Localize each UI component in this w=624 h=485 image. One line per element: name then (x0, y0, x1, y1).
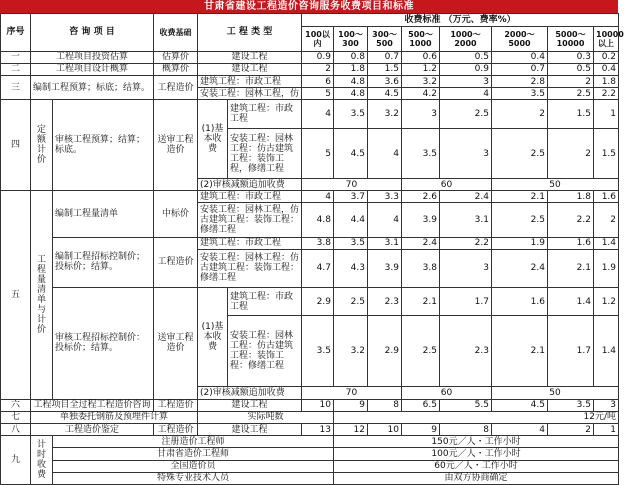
rate-cell: 5 (302, 88, 334, 100)
row-subgroup: 工程量清单与计价 (31, 191, 53, 399)
rate-cell: 3.1 (368, 237, 402, 249)
row-base: 送审工程造价 (154, 287, 198, 399)
row-type: 建筑工程：市政工程 (228, 100, 302, 129)
rate-cell: 3.5 (492, 88, 548, 100)
rate-cell: 2.4 (492, 250, 548, 288)
rate-cell: 3.2 (334, 316, 368, 387)
rate-cell: 8 (368, 399, 402, 411)
row-subgroup: 定额计价 (31, 100, 53, 191)
row-item: 审核工程招标控制价：投标价；结算。 (53, 287, 154, 399)
rate-cell: 3 (440, 129, 492, 179)
rate-cell: 3.6 (368, 76, 402, 88)
row-seq: 九 (1, 436, 31, 485)
row-base: 工程造价 (154, 423, 198, 435)
unit-price-cell: 12元/吨 (334, 411, 619, 423)
fee-table (0, 13, 624, 485)
rate-cell: 1.2 (594, 287, 619, 316)
rate-cell: 1 (594, 100, 619, 129)
row-item: 工程项目全过程工程造价咨询 (31, 399, 154, 411)
rate-cell: 2.8 (492, 76, 548, 88)
rate-cell: 2.2 (594, 88, 619, 100)
rate-cell: 2.5 (440, 100, 492, 129)
rate-cell: 1.7 (548, 316, 594, 387)
row-type: 安装工程：园林工程：仿古建筑工程：装饰工程：修缮工程 (228, 316, 302, 387)
rate-cell: 5 (302, 129, 334, 179)
rate-cell: 4.2 (402, 88, 440, 100)
table-row (1, 436, 619, 448)
row-base: 工程造价 (154, 399, 198, 411)
extra-fee-label: (2)审核减额追加收费 (198, 387, 302, 399)
row-seq: 八 (1, 423, 31, 435)
row-type: 安装工程：园林工程：仿古建筑工程：装饰工程，修缮工程 (228, 129, 302, 179)
rate-cell: 2.6 (402, 191, 440, 203)
rate-cell: 2.3 (368, 287, 402, 316)
row-seq: 三 (1, 76, 31, 100)
band-header: 2000～5000 (492, 27, 548, 51)
rate-cell: 2.1 (492, 191, 548, 203)
rate-cell: 2.4 (402, 237, 440, 249)
rate-cell: 1.4 (594, 316, 619, 387)
row-item: 工程项目设计概算 (31, 63, 154, 75)
rate-cell: 2.4 (440, 191, 492, 203)
rate-cell: 2.1 (402, 287, 440, 316)
band-header: 1000～2000 (440, 27, 492, 51)
rate-cell: 6.5 (402, 399, 440, 411)
rate-cell: 2.1 (548, 250, 594, 288)
row-item: 编制工程预算；标底；结算。 (31, 76, 154, 100)
row-type: 安装工程：园林工程，仿 (198, 88, 302, 100)
rate-cell: 4.8 (302, 203, 334, 237)
row-base: 估算价 (154, 51, 198, 63)
table-row (1, 287, 619, 316)
band-header: 100以内 (302, 27, 334, 51)
row-item: 编制工程量清单 (53, 191, 154, 238)
header-type: 工 程 类 型 (198, 14, 302, 52)
rate-cell: 2 (548, 76, 594, 88)
row-base: 工程造价 (154, 237, 198, 287)
fee-label: (1)基本收费 (198, 287, 228, 387)
row-item: 工程造价鉴定 (31, 423, 154, 435)
rate-cell: 3.5 (334, 100, 368, 129)
rate-cell: 3.7 (334, 191, 368, 203)
rate-cell: 10 (368, 423, 402, 435)
rate-cell: 1.6 (548, 237, 594, 249)
row-seq: 二 (1, 63, 31, 75)
rate-cell: 1.5 (548, 100, 594, 129)
row-seq: 六 (1, 399, 31, 411)
band-header: 5000～10000 (548, 27, 594, 51)
rate-cell: 2.9 (368, 316, 402, 387)
row-base: 中标价 (154, 191, 198, 238)
rate-cell: 3.1 (440, 203, 492, 237)
rate-cell: 1.8 (334, 63, 368, 75)
extra-fee-label: (2)审核减额追加收费 (198, 179, 302, 191)
rate-cell: 1.9 (594, 250, 619, 288)
rate-cell: 3.2 (402, 76, 440, 88)
rate-cell: 0.3 (548, 51, 594, 63)
extra-fee-cell: 50 (492, 387, 619, 399)
rate-cell: 0.5 (440, 51, 492, 63)
rate-cell: 1.2 (402, 63, 440, 75)
rate-cell: 4 (492, 423, 548, 435)
rate-cell: 3 (594, 399, 619, 411)
band-header: 300～500 (368, 27, 402, 51)
rate-cell: 2.9 (302, 287, 334, 316)
header-row-1 (1, 14, 619, 27)
rate-cell: 10 (302, 399, 334, 411)
rate-cell: 4 (368, 129, 402, 179)
rate-cell: 9 (402, 423, 440, 435)
rate-cell: 2.2 (548, 203, 594, 237)
rate-cell: 3.8 (402, 250, 440, 288)
rate-cell: 2.5 (402, 316, 440, 387)
rate-cell: 4.8 (334, 76, 368, 88)
rate-cell: 4 (440, 88, 492, 100)
rate-cell: 2 (548, 423, 594, 435)
rate-cell: 2.1 (492, 316, 548, 387)
rate-cell: 0.7 (368, 51, 402, 63)
rate-cell: 3.5 (334, 237, 368, 249)
rate-cell: 0.5 (548, 63, 594, 75)
rate-cell: 2.5 (492, 203, 548, 237)
row-type: 建设工程 (198, 63, 302, 75)
table-row (1, 191, 619, 203)
band-header: 100～300 (334, 27, 368, 51)
rate-cell: 0.4 (594, 63, 619, 75)
row-seq: 四 (1, 100, 31, 191)
rate-cell: 1.8 (548, 191, 594, 203)
row-item: 单独委托钢筋及预埋件计算 (31, 411, 198, 423)
rate-cell: 2 (548, 129, 594, 179)
row-subgroup: 计时收费 (31, 436, 53, 485)
row-seq: 一 (1, 51, 31, 63)
row-type: 建筑工程：市政工程 (198, 237, 302, 249)
header-standard: 收费标准 （万元、费率%） (302, 14, 619, 27)
table-row (1, 237, 619, 249)
rate-cell: 1.5 (594, 129, 619, 179)
rate-cell: 0.4 (492, 51, 548, 63)
fee-label: (1)基本收费 (198, 100, 228, 179)
row-seq: 七 (1, 411, 31, 423)
table-row (1, 411, 619, 423)
rate-cell: 2.5 (492, 129, 548, 179)
hourly-role: 甘肃省造价工程师 (53, 448, 334, 460)
table-row (1, 472, 619, 484)
rate-cell: 2.3 (440, 316, 492, 387)
row-item: 审核工程预算；结算；标底。 (53, 100, 154, 191)
rate-cell: 0.9 (440, 63, 492, 75)
row-type: 建设工程 (198, 399, 302, 411)
page-title: 甘肃省建设工程造价咨询服务收费项目和标准 (0, 0, 618, 13)
rate-cell: 0.6 (402, 51, 440, 63)
rate-cell: 1.6 (594, 191, 619, 203)
rate-cell: 4.5 (334, 129, 368, 179)
hourly-rate: 150元／人・工作小时 (334, 436, 619, 448)
rate-cell: 6 (302, 76, 334, 88)
table-row (1, 460, 619, 472)
rate-cell: 4 (368, 203, 402, 237)
rate-cell: 3.8 (302, 237, 334, 249)
rate-cell: 3 (440, 250, 492, 288)
table-row (1, 399, 619, 411)
rate-cell: 4.3 (334, 250, 368, 288)
rate-cell: 0.9 (302, 51, 334, 63)
table-row (1, 63, 619, 75)
band-header: 10000以上 (594, 27, 619, 51)
rate-cell: 1.4 (594, 237, 619, 249)
extra-fee-cell: 70 (302, 387, 402, 399)
rate-cell: 12 (334, 423, 368, 435)
row-item: 工程项目投资估算 (31, 51, 154, 63)
rate-cell: 3.5 (548, 399, 594, 411)
band-header: 500～1000 (402, 27, 440, 51)
extra-fee-cell: 50 (492, 179, 619, 191)
rate-cell: 0.7 (492, 63, 548, 75)
rate-cell: 4.5 (492, 399, 548, 411)
rate-cell: 8 (440, 423, 492, 435)
header-item: 咨 询 项 目 (31, 14, 154, 52)
table-row (1, 100, 619, 129)
row-base: 概算价 (154, 63, 198, 75)
rate-cell: 1.5 (368, 63, 402, 75)
rate-cell: 4 (302, 191, 334, 203)
row-base: 工程造价 (154, 76, 198, 100)
row-seq: 五 (1, 191, 31, 399)
hourly-role: 注册造价工程师 (53, 436, 334, 448)
rate-cell: 2 (492, 100, 548, 129)
row-type: 安装工程：园林工程：仿古建筑工程：装饰工程：修缮工程 (198, 250, 302, 288)
rate-cell: 4.5 (368, 88, 402, 100)
rate-cell: 1 (594, 423, 619, 435)
rate-cell: 1.4 (548, 287, 594, 316)
rate-cell: 0.2 (594, 51, 619, 63)
row-type: 建筑工程：市政工程 (198, 76, 302, 88)
rate-cell: 5.5 (440, 399, 492, 411)
extra-fee-cell: 70 (302, 179, 402, 191)
rate-cell: 4.7 (302, 250, 334, 288)
table-row (1, 51, 619, 63)
row-base: 实际吨数 (198, 411, 334, 423)
hourly-role: 全国造价员 (53, 460, 334, 472)
header-seq: 序号 (1, 14, 31, 52)
extra-fee-cell: 60 (402, 387, 492, 399)
rate-cell: 2 (594, 203, 619, 237)
rate-cell: 2.5 (334, 287, 368, 316)
row-type: 建设工程 (198, 51, 302, 63)
rate-cell: 2.5 (548, 88, 594, 100)
rate-cell: 1.6 (492, 287, 548, 316)
rate-cell: 1.9 (492, 237, 548, 249)
rate-cell: 3.5 (402, 129, 440, 179)
rate-cell: 3.9 (402, 203, 440, 237)
rate-cell: 3 (440, 76, 492, 88)
row-type: 建筑工程：市政工程 (228, 287, 302, 316)
rate-cell: 2 (302, 63, 334, 75)
row-type: 建设工程 (198, 423, 302, 435)
header-base: 收费基础 (154, 14, 198, 52)
rate-cell: 3 (402, 100, 440, 129)
rate-cell: 3.2 (368, 100, 402, 129)
rate-cell: 4 (302, 100, 334, 129)
fee-table-wrapper (0, 13, 624, 485)
hourly-role: 特殊专业技术人员 (53, 472, 334, 484)
extra-fee-cell: 60 (402, 179, 492, 191)
rate-cell: 3.5 (302, 316, 334, 387)
table-row (1, 448, 619, 460)
row-type: 建筑工程：市政工程 (198, 191, 302, 203)
rate-cell: 1.7 (440, 287, 492, 316)
row-base: 送审工程造价 (154, 100, 198, 191)
rate-cell: 4.4 (334, 203, 368, 237)
hourly-rate: 100元／人・工作小时 (334, 448, 619, 460)
rate-cell: 3.3 (368, 191, 402, 203)
hourly-rate: 由双方协商确定 (334, 472, 619, 484)
rate-cell: 0.8 (334, 51, 368, 63)
table-row (1, 76, 619, 88)
rate-cell: 1.8 (594, 76, 619, 88)
hourly-rate: 60元／人・工作小时 (334, 460, 619, 472)
table-row (1, 423, 619, 435)
rate-cell: 9 (334, 399, 368, 411)
row-item: 编制工程招标控制价；投标价；结算。 (53, 237, 154, 287)
rate-cell: 2.2 (440, 237, 492, 249)
rate-cell: 4.8 (334, 88, 368, 100)
row-type: 安装工程：园林工程，仿古建筑工程：装饰工程：修缮工程 (198, 203, 302, 237)
rate-cell: 13 (302, 423, 334, 435)
rate-cell: 3.9 (368, 250, 402, 288)
